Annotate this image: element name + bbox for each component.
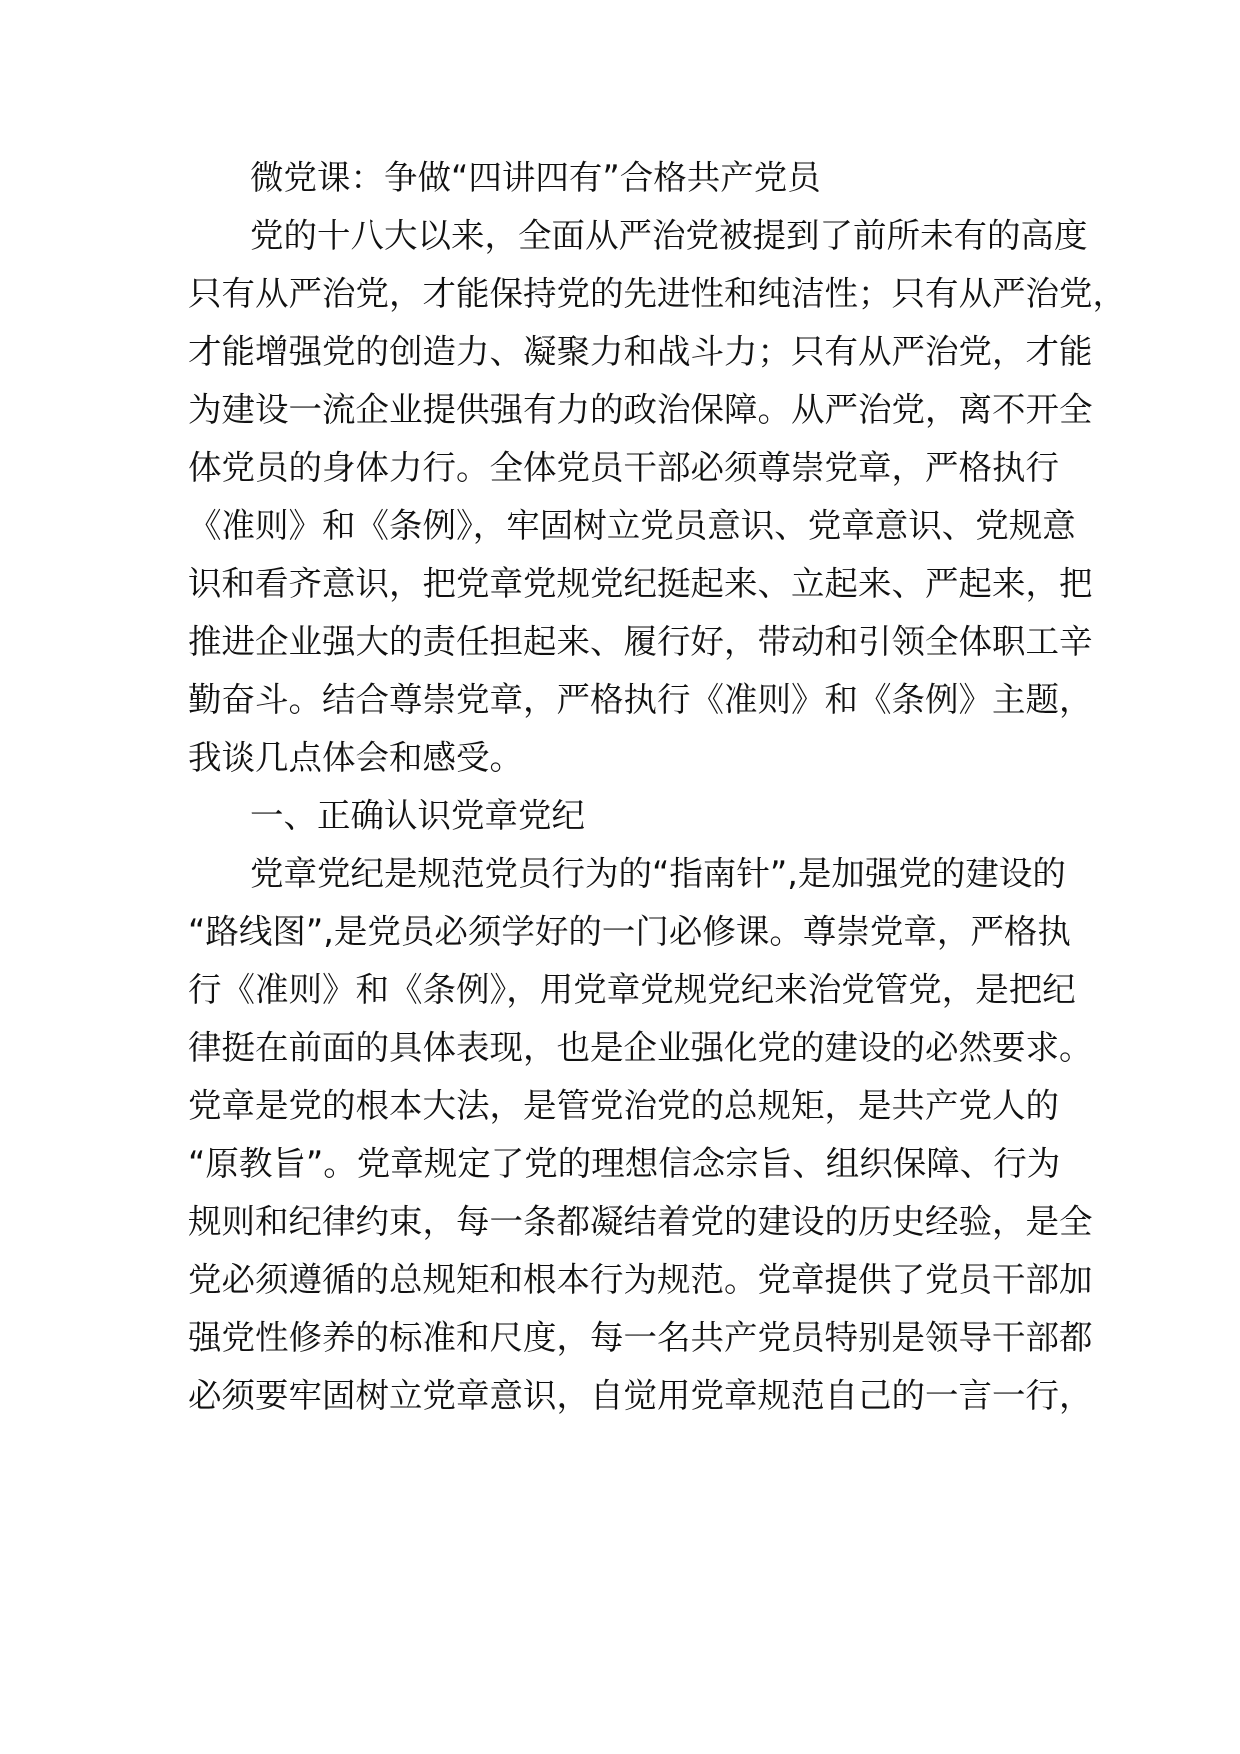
paragraph-2-line: 党必须遵循的总规矩和根本行为规范。党章提供了党员干部加 (188, 1260, 1093, 1299)
paragraph-2-line: 规则和纪律约束，每一条都凝结着党的建设的历史经验，是全 (188, 1202, 1093, 1241)
section-heading: 一、正确认识党章党纪 (250, 796, 585, 835)
paragraph-2-line: “原教旨”。党章规定了党的理想信念宗旨、组织保障、行为 (188, 1144, 1061, 1183)
paragraph-2-line: 必须要牢固树立党章意识，自觉用党章规范自己的一言一行， (188, 1376, 1093, 1415)
paragraph-1-line: 我谈几点体会和感受。 (188, 738, 523, 777)
paragraph-1-line: 为建设一流企业提供强有力的政治保障。从严治党，离不开全 (188, 390, 1093, 429)
paragraph-2-line: “路线图”,是党员必须学好的一门必修课。尊崇党章，严格执 (188, 912, 1071, 951)
paragraph-1-line: 《准则》和《条例》，牢固树立党员意识、党章意识、党规意 (188, 506, 1076, 545)
paragraph-2-line: 行《准则》和《条例》，用党章党规党纪来治党管党，是把纪 (188, 970, 1076, 1009)
paragraph-1-line: 识和看齐意识，把党章党规党纪挺起来、立起来、严起来，把 (188, 564, 1093, 603)
paragraph-2-line: 党章党纪是规范党员行为的“指南针”,是加强党的建设的 (250, 854, 1066, 893)
paragraph-2-line: 强党性修养的标准和尺度，每一名共产党员特别是领导干部都 (188, 1318, 1093, 1357)
paragraph-1-line: 党的十八大以来，全面从严治党被提到了前所未有的高度 (250, 216, 1088, 255)
paragraph-1-line: 推进企业强大的责任担起来、履行好，带动和引领全体职工辛 (188, 622, 1093, 661)
paragraph-1-line: 体党员的身体力行。全体党员干部必须尊崇党章，严格执行 (188, 448, 1059, 487)
paragraph-1-line: 才能增强党的创造力、凝聚力和战斗力；只有从严治党，才能 (188, 332, 1093, 371)
document-title: 微党课：争做“四讲四有”合格共产党员 (250, 158, 821, 197)
paragraph-2-line: 律挺在前面的具体表现，也是企业强化党的建设的必然要求。 (188, 1028, 1093, 1067)
paragraph-1-line: 只有从严治党，才能保持党的先进性和纯洁性；只有从严治党， (188, 274, 1126, 313)
paragraph-1-line: 勤奋斗。结合尊崇党章，严格执行《准则》和《条例》主题， (188, 680, 1093, 719)
paragraph-2-line: 党章是党的根本大法，是管党治党的总规矩，是共产党人的 (188, 1086, 1059, 1125)
